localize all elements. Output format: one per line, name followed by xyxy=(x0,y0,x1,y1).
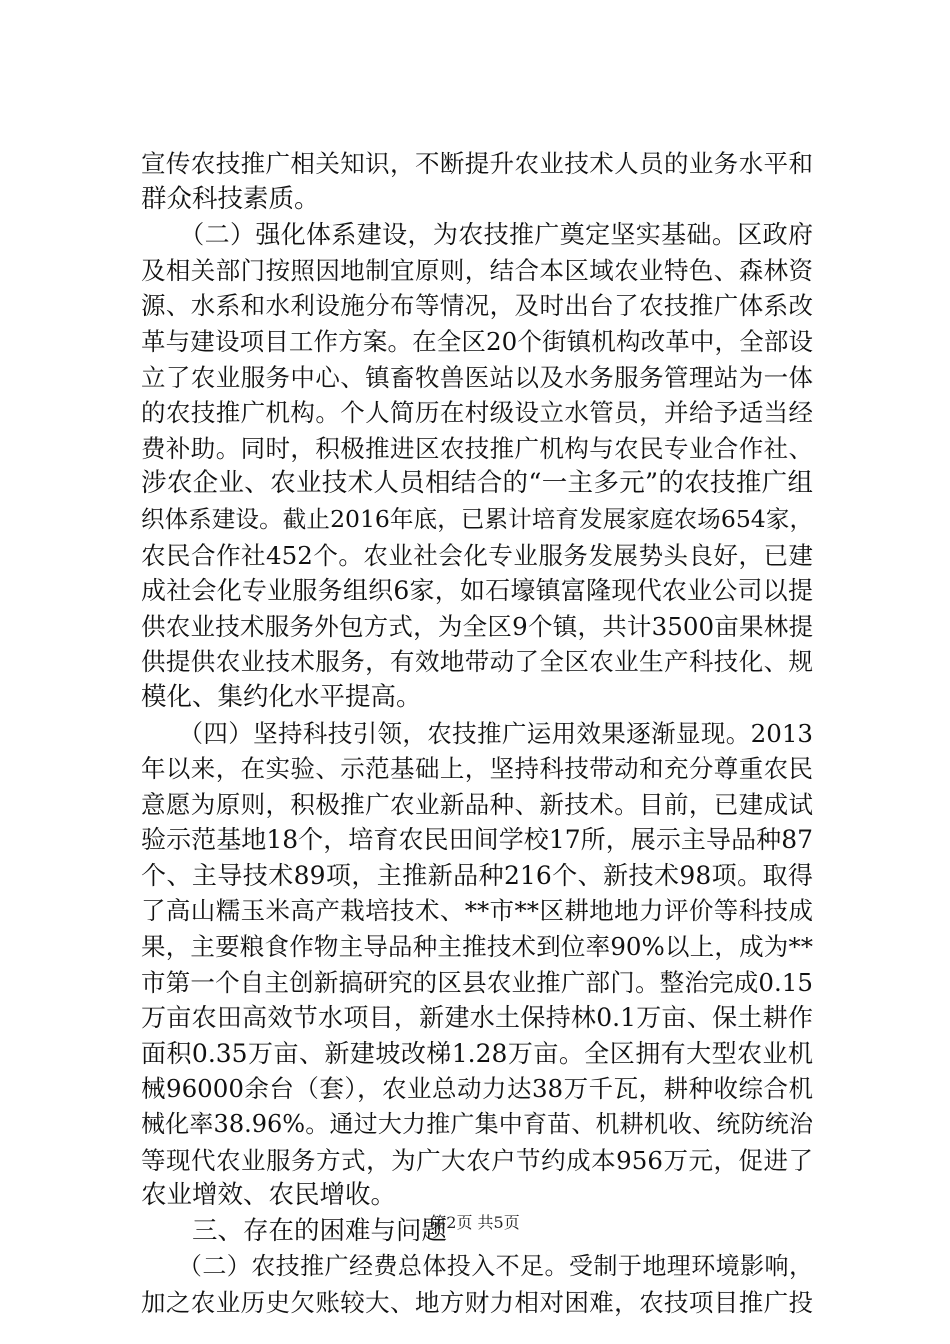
page-number-footer: 第2页 共5页 xyxy=(430,1213,520,1232)
text-line: 源、水系和水利设施分布等情况，及时出台了农技推广体系改 xyxy=(141,291,813,321)
text-line: 加之农业历史欠账较大、地方财力相对困难，农技项目推广投 xyxy=(141,1288,813,1317)
text-line: 农业增效、农民增收。 xyxy=(141,1180,397,1211)
text-line: 果，主要粮食作物主导品种主推技术到位率90%以上，成为** xyxy=(141,932,813,962)
text-line: 织体系建设。截止2016年底，已累计培育发展家庭农场654家， xyxy=(141,504,813,533)
text-line: （二）农技推广经费总体投入不足。受制于地理环境影响， xyxy=(141,1252,813,1281)
text-line: 供农业技术服务外包方式，为全区9个镇，共计3500亩果林提 xyxy=(141,611,813,641)
text-line: 了高山糯玉米高产栽培技术、**市**区耕地地力评价等科技成 xyxy=(141,896,813,926)
text-line: 农民合作社452个。农业社会化专业服务发展势头良好，已建 xyxy=(141,540,813,570)
text-line: 宣传农技推广相关知识，不断提升农业技术人员的业务水平和 xyxy=(141,149,813,178)
text-line: 械化率38.96%。通过大力推广集中育苗、机耕机收、统防统治 xyxy=(141,1110,813,1139)
text-line: 市第一个自主创新搞研究的区县农业推广部门。整治完成0.15 xyxy=(141,967,813,997)
text-line: 面积0.35万亩、新建坡改梯1.28万亩。全区拥有大型农业机 xyxy=(141,1038,813,1068)
text-line: 意愿为原则，积极推广农业新品种、新技术。目前，已建成试 xyxy=(141,789,813,819)
text-line: 群众科技素质。 xyxy=(141,183,320,214)
section-heading: 三、存在的困难与问题 xyxy=(141,1215,448,1246)
text-line: 万亩农田高效节水项目，新建水土保持林0.1万亩、保土耕作 xyxy=(141,1003,813,1033)
text-line: 费补助。同时，积极推进区农技推广机构与农民专业合作社、 xyxy=(141,433,813,463)
text-line: 验示范基地18个，培育农民田间学校17所，展示主导品种87 xyxy=(141,825,813,855)
text-line: 年以来，在实验、示范基础上，坚持科技带动和充分尊重农民 xyxy=(141,754,813,784)
text-line: 械96000余台（套），农业总动力达38万千瓦，耕种收综合机 xyxy=(141,1074,813,1104)
text-line: 成社会化专业服务组织6家，如石壕镇富隆现代农业公司以提 xyxy=(141,576,813,606)
text-line: 及相关部门按照因地制宜原则，结合本区域农业特色、森林资 xyxy=(141,255,813,285)
text-line: 模化、集约化水平提高。 xyxy=(141,681,422,712)
text-line: 个、主导技术89项，主推新品种216个、新技术98项。取得 xyxy=(141,860,813,890)
body-text xyxy=(141,146,813,1321)
text-line: （四）坚持科技引领，农技推广运用效果逐渐显现。2013 xyxy=(141,718,813,748)
text-line: 的农技推广机构。个人简历在村级设立水管员，并给予适当经 xyxy=(141,398,813,428)
text-line: 立了农业服务中心、镇畜牧兽医站以及水务服务管理站为一体 xyxy=(141,362,813,392)
text-line: 革与建设项目工作方案。在全区20个街镇机构改革中，全部设 xyxy=(141,326,813,356)
text-line: （二）强化体系建设，为农技推广奠定坚实基础。区政府 xyxy=(141,220,813,250)
text-line: 供提供农业技术服务，有效地带动了全区农业生产科技化、规 xyxy=(141,647,813,677)
text-line: 等现代农业服务方式，为广大农户节约成本956万元，促进了 xyxy=(141,1145,813,1175)
text-line: 涉农企业、农业技术人员相结合的“一主多元”的农技推广组 xyxy=(141,468,813,499)
